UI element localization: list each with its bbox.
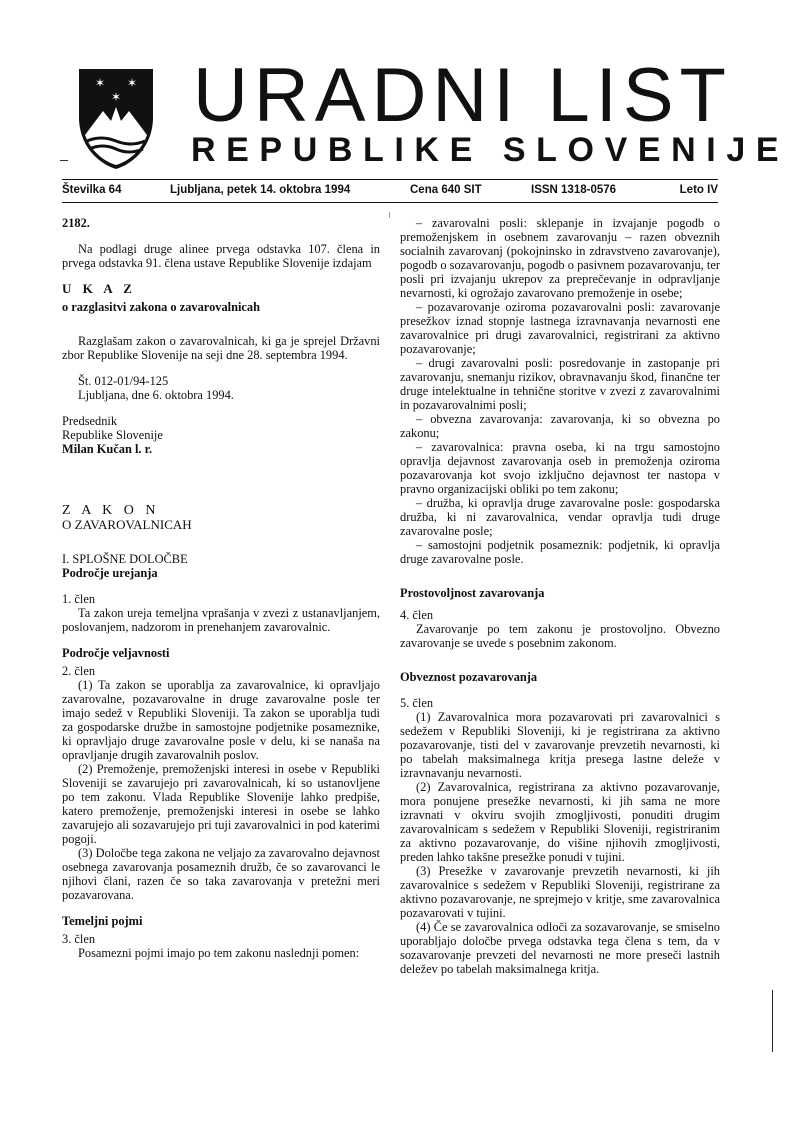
ukaz-heading: U K A Z bbox=[62, 281, 136, 296]
publication-title: URADNI LIST bbox=[193, 53, 732, 138]
issue-info-bar bbox=[62, 179, 718, 203]
svg-text:✶: ✶ bbox=[95, 76, 106, 90]
definition-item: – zavarovalnica: pravna oseba, ki na trgu samostojno opravlja dejavnost zavarovanja oseb in premoženja oziroma pozavarovanja kot svojo izključno dejavnost ter nastopa v pravno organizacijski obliki po tem zakonu; bbox=[400, 440, 720, 496]
definition-item: – zavarovalni posli: sklepanje in izvajanje pogodb o premoženjskem in osebnem zavarovanju – razen obveznih socialnih zavarovanj (pokojninsko in zdravstveno zavarovanje), pogodb o sozavarovanju, pogodb o pasivnem pozavarovanju, ter posli pri izvajanju ukrepov za preprečevanje in odpravljanje nevarnosti, ki ogrožajo zavarovano premoženje in osebe; bbox=[400, 216, 720, 300]
article-paragraph: (4) Če se zavarovalnica odloči za sozavarovanje, se smiselno uporabljajo določbe prvega odstavka tega člena s tem, da v sozavarovanje prevzeti del nevarnosti ne more preseči lastnih deležev po tabelah maksimalnega kritja. bbox=[400, 920, 720, 976]
issn: ISSN 1318-0576 bbox=[531, 184, 617, 196]
margin-tick bbox=[60, 160, 68, 161]
place-date: Ljubljana, dne 6. oktobra 1994. bbox=[78, 388, 234, 402]
svg-text:✶: ✶ bbox=[111, 90, 122, 104]
section-heading: Temeljni pojmi bbox=[62, 914, 143, 928]
article-paragraph: (1) Zavarovalnica mora pozavarovati pri zavarovalnici s sedežem v Republiki Sloveniji, ki je registrirana za aktivno pozavarovanje, tisti del v zavarovanje prevzetih nevarnosti, ki po tabelah maksimalnega kritja presega lastne deleže v izravnavanju nevarnosti. bbox=[400, 710, 720, 780]
issue-date: Ljubljana, petek 14. oktobra 1994 bbox=[170, 184, 351, 196]
preamble: Na podlagi druge alinee prvega odstavka 107. člena in prvega odstavka 91. člena ustave Republike Slovenije izdajam bbox=[62, 242, 380, 270]
definition-item: – obvezna zavarovanja: zavarovanja, ki so obvezna po zakonu; bbox=[400, 412, 720, 440]
article-paragraph: (2) Premoženje, premoženjski interesi in osebe v Republiki Sloveniji se zavarujejo pri zavarovalnicah, ki so ustanovljene po tem zakonu. Vlada Republike Slovenije lahko predpiše, katero premoženje, premoženjski interesi in osebe se lahko zavarujejo ali sozavarujejo pri tuji zavarovalnici in pod katerimi pogoji. bbox=[62, 762, 380, 846]
definition-item: – družba, ki opravlja druge zavarovalne posle: gospodarska družba, ki ni zavarovalnica, vendar opravlja tudi druge zavarovalne posle; bbox=[400, 496, 720, 538]
article-text: Ta zakon ureja temeljna vprašanja v zvezi z ustanavljanjem, poslovanjem, nadzorom in prenehanjem zavarovalnic. bbox=[62, 606, 380, 634]
article-text: Posamezni pojmi imajo po tem zakonu naslednji pomen: bbox=[78, 946, 360, 960]
column-divider bbox=[389, 212, 390, 218]
svg-text:✶: ✶ bbox=[127, 76, 138, 90]
signatory-office: Republike Slovenije bbox=[62, 428, 163, 442]
article-number: 4. člen bbox=[400, 608, 434, 622]
slovenia-coat-of-arms-icon bbox=[73, 65, 159, 173]
ukaz-subject: o razglasitvi zakona o zavarovalnicah bbox=[62, 300, 261, 314]
article-number: 5. člen bbox=[400, 696, 434, 710]
act-number: 2182. bbox=[62, 216, 90, 230]
article-number: 3. člen bbox=[62, 932, 96, 946]
zakon-subject: O ZAVAROVALNICAH bbox=[62, 517, 192, 532]
reference-number: Št. 012-01/94-125 bbox=[78, 374, 169, 388]
proclamation: Razglašam zakon o zavarovalnicah, ki ga je sprejel Državni zbor Republike Slovenije na seji dne 28. septembra 1994. bbox=[62, 334, 380, 362]
section-heading: Obveznost pozavarovanja bbox=[400, 670, 538, 684]
article-paragraph: (1) Ta zakon se uporablja za zavarovalnice, ki opravljajo zavarovalne, pozavarovalne in druge zavarovalne posle ter imajo sedež v Republiki Sloveniji. Ta zakon se uporablja tudi za gospodarske družbe in samostojne podjetnike posameznike, ki opravljajo druge zavarovalne posle v delu, ki se nanaša na opravljanje drugih zavarovalnih poslov. bbox=[62, 678, 380, 762]
definition-item: – samostojni podjetnik posameznik: podjetnik, ki opravlja druge zavarovalne posle. bbox=[400, 538, 720, 566]
article-paragraph: (3) Določbe tega zakona ne veljajo za zavarovalno dejavnost osebnega zavarovanja posameznih družb, če so zavarovanci le njihovi člani, razen če so taka zavarovanja v pretežni meri pozavarovana. bbox=[62, 846, 380, 902]
zakon-heading: Z A K O N bbox=[62, 503, 160, 518]
chapter-heading: I. SPLOŠNE DOLOČBE bbox=[62, 552, 188, 566]
section-heading: Področje urejanja bbox=[62, 566, 158, 580]
issue-price: Cena 640 SIT bbox=[410, 184, 482, 196]
right-column bbox=[400, 216, 720, 976]
section-heading: Področje veljavnosti bbox=[62, 646, 170, 660]
left-column bbox=[62, 216, 380, 960]
article-paragraph: (3) Presežke v zavarovanje prevzetih nevarnosti, ki jih zavarovalnice s sedežem v Republiki Sloveniji, registrirane za aktivno pozavarovanje, ne sprejmejo v kritje, sme zavarovalnica pozavarovati v tujini. bbox=[400, 864, 720, 920]
volume-year: Leto IV bbox=[679, 184, 718, 196]
issue-number: Številka 64 bbox=[62, 184, 122, 196]
article-number: 2. člen bbox=[62, 664, 96, 678]
margin-mark bbox=[772, 990, 773, 1052]
article-text: Zavarovanje po tem zakonu je prostovoljno. Obvezno zavarovanje se uvede s posebnim zakonom. bbox=[400, 622, 720, 650]
definition-item: – pozavarovanje oziroma pozavarovalni posli: zavarovanje presežkov iznad stopnje lastnega izravnavanja nevarnosti ene zavarovalnice pri drugi zavarovalnici, registrirani za aktivno pozavarovanje; bbox=[400, 300, 720, 356]
signatory-name: Milan Kučan l. r. bbox=[62, 442, 153, 456]
article-number: 1. člen bbox=[62, 592, 96, 606]
article-paragraph: (2) Zavarovalnica, registrirana za aktivno pozavarovanje, mora ponujene presežke nevarnosti, ki jih sama ne more izravnati v okviru svojih zmogljivosti, ponuditi drugim zavarovalnicam s sedežem v Republiki Sloveniji, registriranim za aktivno pozavarovanje, do višine njihovih zmogljivosti, preden lahko takšne presežke ponudi v tujini. bbox=[400, 780, 720, 864]
signatory-title: Predsednik bbox=[62, 414, 118, 428]
definition-item: – drugi zavarovalni posli: posredovanje in zastopanje pri zavarovanju, snemanju rizikov, obravnavanju škod, finančne ter druge intelektualne in tehnične storitve v zvezi z zavarovalnimi in pozavarovalnimi posli; bbox=[400, 356, 720, 412]
publication-subtitle: REPUBLIKE SLOVENIJE bbox=[191, 131, 790, 169]
section-heading: Prostovoljnost zavarovanja bbox=[400, 586, 545, 600]
